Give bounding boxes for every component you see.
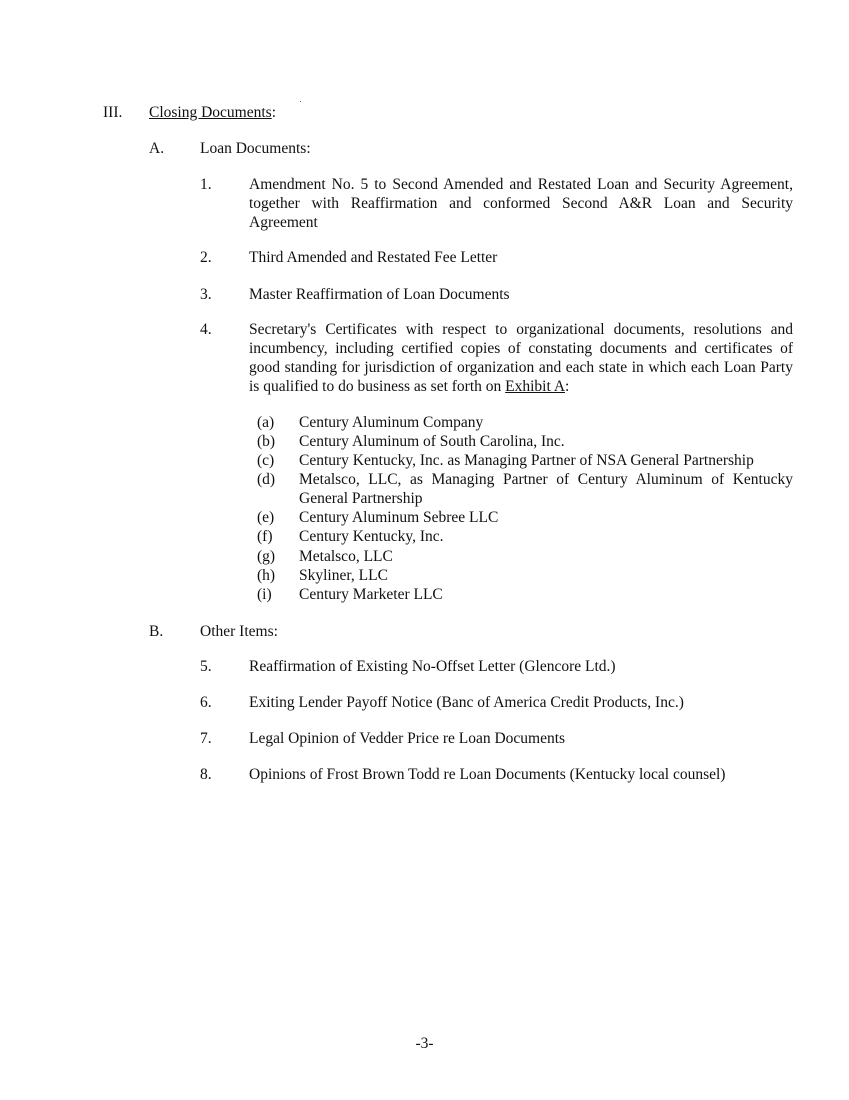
item-number: 1. [200, 176, 212, 193]
subitem-letter: (a) [257, 414, 275, 431]
subitem-text: Century Aluminum Sebree LLC [299, 509, 499, 526]
subitem-letter: (c) [257, 452, 275, 469]
item-text: Master Reaffirmation of Loan Documents [249, 286, 510, 303]
item-number: 2. [200, 249, 212, 266]
item-text: Exiting Lender Payoff Notice (Banc of America Credit Products, Inc.) [249, 694, 684, 711]
subitem-letter: (f) [257, 528, 273, 545]
subitem-text: Skyliner, LLC [299, 567, 388, 584]
page-number: -3- [415, 1035, 434, 1052]
section-title-text: Closing Documents [149, 104, 272, 121]
subitem-text: Metalsco, LLC [299, 548, 393, 565]
part-b-heading: Other Items: [200, 623, 278, 640]
item-text: Legal Opinion of Vedder Price re Loan Documents [249, 730, 566, 747]
item-text: Reaffirmation of Existing No-Offset Letter (Glencore Ltd.) [249, 658, 616, 675]
part-b-letter: B. [149, 623, 164, 640]
subitem-letter: (h) [257, 567, 276, 584]
part-a-letter: A. [149, 140, 165, 157]
item-number: 3. [200, 286, 212, 303]
subitem-letter: (i) [257, 586, 272, 603]
item-text: Opinions of Frost Brown Todd re Loan Documents (Kentucky local counsel) [249, 766, 726, 783]
exhibit-a-reference: Exhibit A [505, 378, 566, 395]
item-text [249, 320, 793, 396]
subitem-text: Century Kentucky, Inc. as Managing Partner of NSA General Partnership [299, 452, 754, 469]
part-a-heading: Loan Documents: [200, 140, 311, 157]
subitem-text: Metalsco, LLC, as Managing Partner of Century Aluminum of Kentucky General Partnership [299, 471, 793, 507]
item-text: Third Amended and Restated Fee Letter [249, 249, 498, 266]
item-number: 8. [200, 766, 212, 783]
subitem-letter: (g) [257, 548, 276, 565]
item-number: 7. [200, 730, 212, 747]
section-numeral: III. [103, 104, 123, 121]
subitem-letter: (b) [257, 433, 276, 450]
section-title [149, 103, 276, 122]
subitem-text: Century Marketer LLC [299, 586, 443, 603]
item-text: Amendment No. 5 to Second Amended and Restated Loan and Security Agreement, together with Reaffirmation and conformed Second A&R Loan and Security Agreement [249, 176, 793, 231]
item-number: 6. [200, 694, 212, 711]
section-title-suffix: : [271, 104, 277, 121]
subitem-text: Century Aluminum of South Carolina, Inc. [299, 433, 565, 450]
subitem-letter: (e) [257, 509, 275, 526]
stray-mark [300, 101, 301, 102]
subitem-letter: (d) [257, 471, 276, 488]
subitem-text: Century Kentucky, Inc. [299, 528, 444, 545]
item-text-suffix: : [565, 378, 570, 395]
item-number: 4. [200, 321, 212, 338]
item-number: 5. [200, 658, 212, 675]
item-text-main: Secretary's Certificates with respect to organizational documents, resolutions and incumbency, including certified copies of constating documents and certificates of good standing for jurisdiction of organization and each state in which each Loan Party is qualified to do business as set forth on [249, 321, 793, 395]
subitem-text: Century Aluminum Company [299, 414, 484, 431]
